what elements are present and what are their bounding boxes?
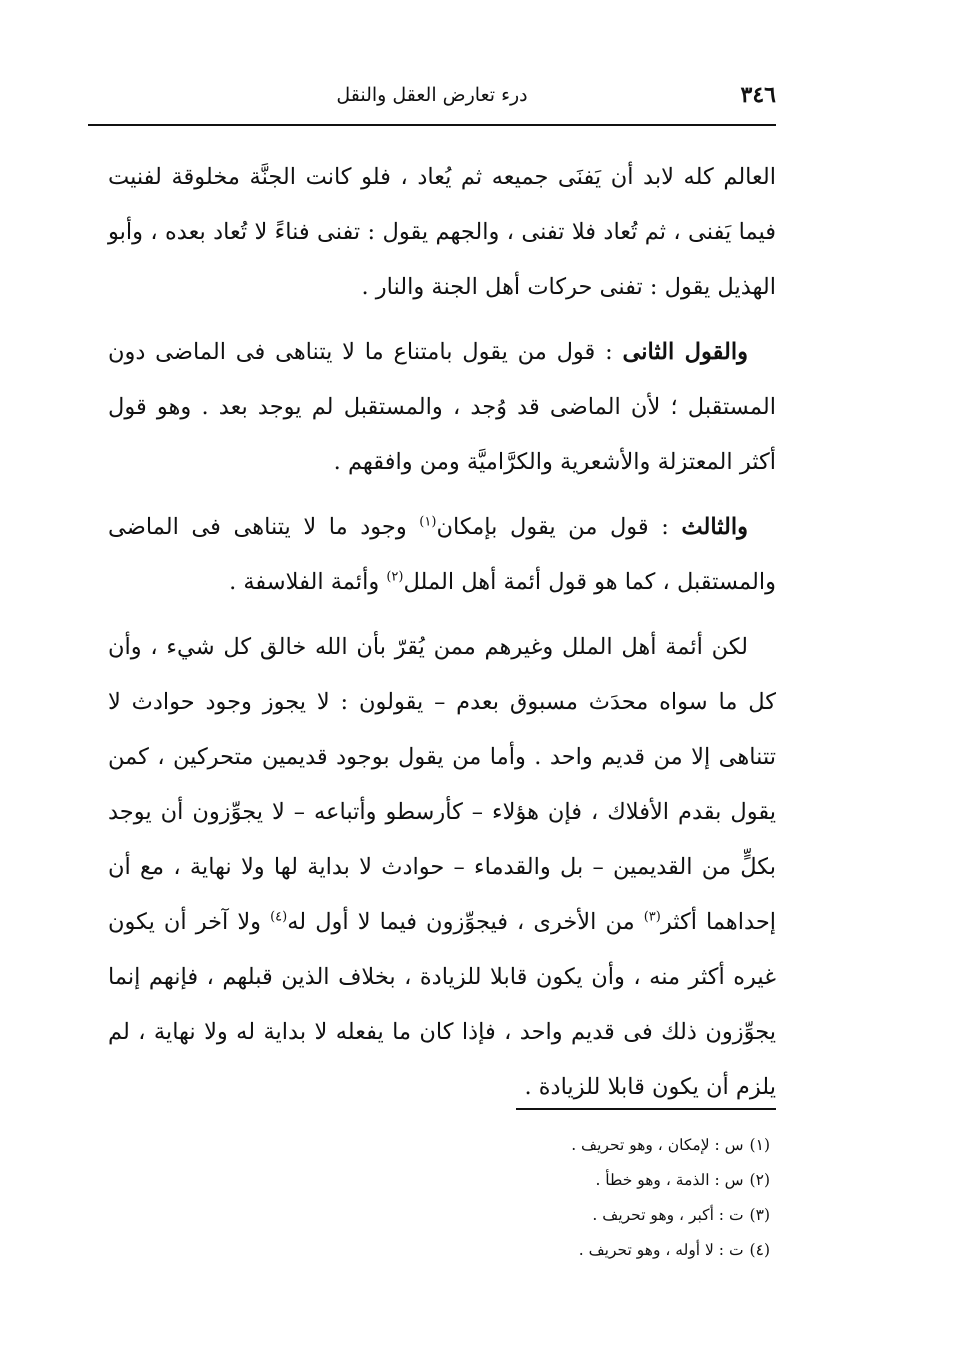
footnote-text: ت : لا أوله ، وهو تحريف . [578, 1241, 744, 1259]
footnote-3 [450, 1198, 770, 1233]
page-number: ٣٤٦ [740, 82, 776, 108]
paragraph-3-lead: والثالث [681, 514, 748, 540]
footnote-ref-2[interactable]: (٢) [386, 569, 404, 585]
footnote-4 [450, 1233, 770, 1268]
paragraph-4-text-a: لكن أئمة أهل الملل وغيرهم ممن يُقرّ بأن الله خالق كل شيء ، وأن كل ما سواه محدَث مسبوق بعدم – يقولون : لا يجوز وجود حوادث لا تتناهى إلا من قديم واحد . وأما من يقول بوجود قديمين متحركين ، كمن يقول بقدم الأفلاك ، فإن هؤلاء – كأرسطو وأتباعه – لا يجوِّزون أن يوجد بكلٍّ من القديمين – بل والقدماء – حوادث لا بداية لها ولا نهاية ، مع أن إحداهما أكثر [108, 634, 776, 935]
paragraph-4-text-c: ولا آخر أن يكون غيره أكثر منه ، وأن يكون قابلا للزيادة ، بخلاف الذين قبلهم ، فإنهم إنما يجوِّزون ذلك فى قديم واحد ، فإذا كان ما يفعله لا بداية له ولا نهاية ، لم يلزم أن يكون قابلا للزيادة . [108, 909, 776, 1100]
paragraph-3 [108, 500, 776, 610]
footnote-1 [450, 1128, 770, 1163]
page-header [88, 82, 776, 118]
paragraph-3-text-c: وأئمة الفلاسفة . [229, 569, 387, 595]
footnote-ref-1[interactable]: (١) [419, 514, 437, 530]
paragraph-2-lead: والقول الثانى [622, 339, 749, 365]
footnote-rule [516, 1108, 776, 1110]
footnote-ref-3[interactable]: (٣) [643, 909, 661, 925]
running-title: درء تعارض العقل والنقل [336, 84, 528, 106]
paragraph-3-text-b: وجود ما لا يتناهى فى الماضى والمستقبل ، كما هو قول أئمة أهل الملل [108, 514, 776, 595]
body-text [108, 150, 776, 1125]
paragraph-4 [108, 620, 776, 1115]
paragraph-3-text-a: : قول من يقول بإمكان [436, 514, 682, 540]
footnote-2 [450, 1163, 770, 1198]
header-rule [88, 124, 776, 126]
footnote-text: س : الذمة ، وهو خطأ . [595, 1171, 744, 1189]
paragraph-4-text-b: من الأخرى ، فيجوِّزون فيما لا أول له [287, 909, 644, 935]
footnote-mark: (٣) [749, 1206, 770, 1224]
footnote-mark: (٢) [749, 1171, 770, 1189]
footnote-mark: (٤) [749, 1241, 770, 1259]
footnote-mark: (١) [749, 1136, 770, 1154]
paragraph-2-text: : قول من يقول بامتناع ما لا يتناهى فى الماضى دون المستقبل ؛ لأن الماضى قد وُجد ، والمستقبل لم يوجد بعد . وهو قول أكثر المعتزلة والأشعرية والكرَّاميَّة ومن وافقهم . [108, 339, 776, 475]
footnote-text: س : لإمكان ، وهو تحريف . [571, 1136, 744, 1154]
footnotes [450, 1128, 770, 1268]
footnote-ref-4[interactable]: (٤) [270, 909, 288, 925]
paragraph-2 [108, 325, 776, 490]
footnote-text: ت : أكبر ، وهو تحريف . [592, 1206, 744, 1224]
paragraph-1: العالم كله لابد أن يَفنَى جميعه ثم يُعاد ، فلو كانت الجنَّة مخلوقة لفنيت فيما يَفنى ، ثم تُعاد فلا تفنى ، والجهم يقول : تفنى فناءً لا تُعاد بعده ، وأبو الهذيل يقول : تفنى حركات أهل الجنة والنار . [108, 164, 776, 300]
